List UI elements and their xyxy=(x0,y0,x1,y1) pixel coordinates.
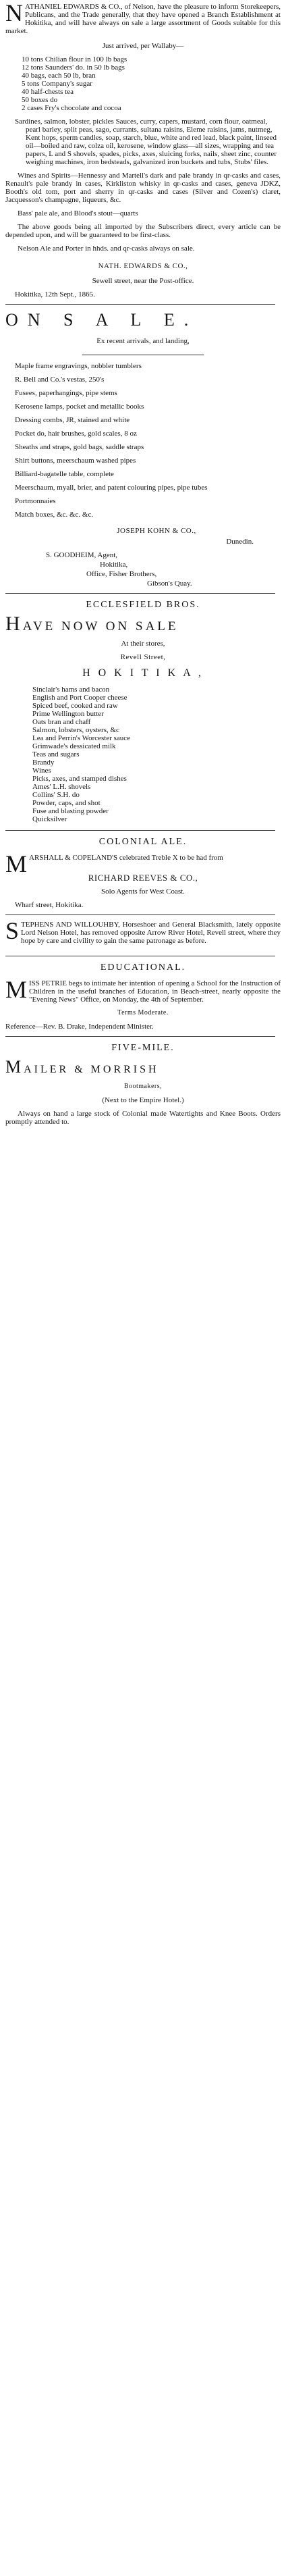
cargo-item: 10 tons Chilian flour in 100 lb bags xyxy=(22,55,127,63)
on-sale-item: Match boxes, &c. &c. &c. xyxy=(15,511,94,519)
ecclesfield-item: Powder, caps, and shot xyxy=(32,799,101,807)
on-sale-item: Dressing combs, JR, stained and white xyxy=(15,416,130,424)
ecclesfield-town: H O K I T I K A , xyxy=(82,667,204,679)
edwards-intro xyxy=(5,0,281,35)
ecclesfield-item: Spiced beef, cooked and raw xyxy=(32,702,118,710)
ecclesfield-item: English and Port Cooper cheese xyxy=(32,694,127,702)
on-sale-item: Fusees, paperhangings, pipe stems xyxy=(15,389,117,397)
colonial-ale-body xyxy=(5,850,281,877)
on-sale-item: Meerschaum, myall, brier, and patent colouring pipes, pipe tubes xyxy=(15,484,208,492)
ecclesfield-item: Picks, axes, and stamped dishes xyxy=(32,775,127,783)
kohn-city: Dunedin. xyxy=(226,538,254,546)
ecclesfield-item: Prime Wellington butter xyxy=(32,710,104,718)
ecclesfield-advertisement xyxy=(5,599,281,823)
educational-title: EDUCATIONAL. xyxy=(100,962,186,973)
ecclesfield-item: Quicksilver xyxy=(32,815,67,823)
educational-advertisement xyxy=(5,962,281,1031)
ecclesfield-headline-text: AVE NOW ON SALE xyxy=(22,619,179,634)
educational-dropcap: M xyxy=(5,976,28,1003)
ecclesfield-stores: At their stores, xyxy=(121,640,165,648)
divider xyxy=(5,304,275,305)
educational-body xyxy=(5,976,281,1004)
on-sale-item: Maple frame engravings, nobbler tumblers xyxy=(15,362,142,370)
colonial-ale-advertisement xyxy=(5,836,281,909)
newspaper-column xyxy=(5,0,281,1126)
ecclesfield-list xyxy=(32,686,281,823)
five-mile-body: Always on hand a large stock of Colonial made Watertights and Knee Boots. Orders promptly attended to. xyxy=(5,1110,281,1126)
on-sale-item: R. Bell and Co.'s vestas, 250's xyxy=(15,376,105,384)
edwards-nelson: Nelson Ale and Porter in hhds. and qr-casks always on sale. xyxy=(18,244,195,253)
kohn-signature: JOSEPH KOHN & CO., xyxy=(117,527,196,535)
ecclesfield-item: Sinclair's hams and bacon xyxy=(32,686,110,694)
on-sale-item: Kerosene lamps, pocket and metallic books xyxy=(15,403,144,411)
ecclesfield-item: Ames' L.H. shovels xyxy=(32,783,91,791)
stephens-advertisement xyxy=(5,917,281,950)
stephens-dropcap: S xyxy=(5,917,20,944)
goodheim-quay: Gibson's Quay. xyxy=(147,579,192,588)
cargo-item: 40 half-chests tea xyxy=(22,88,74,96)
educational-reference: Reference—Rev. B. Drake, Independent Minister. xyxy=(5,1023,154,1031)
edwards-cargo-list xyxy=(22,55,281,112)
ecclesfield-title: ECCLESFIELD BROS. xyxy=(86,600,200,610)
cargo-item: 5 tons Company's sugar xyxy=(22,80,92,88)
edwards-signature: NATH. EDWARDS & CO., xyxy=(98,262,188,270)
stephens-text: TEPHENS AND WILLOUHBY, Horseshoer and General Blacksmith, lately opposite Lord Nelson Hotel, has removed opposite Arrow River Hotel, Revell street, where they hope by care and civility to gain the same patronage as before. xyxy=(21,921,281,945)
ecclesfield-street: Revell Street, xyxy=(120,653,166,661)
on-sale-item: Shirt buttons, meerschaum washed pipes xyxy=(15,457,136,465)
edwards-date: Hokitika, 12th Sept., 1865. xyxy=(15,290,95,299)
on-sale-dropcap: O xyxy=(5,310,28,330)
educational-text: ISS PETRIE begs to intimate her intention of opening a School for the Instruction of Children in the useful branches of Education, in Beach-street, nearly opposite the "Evening News" Office, on Monday, the 4th of September. xyxy=(29,979,281,1004)
colonial-ale-sole: Solo Agents for West Coast. xyxy=(101,887,185,896)
on-sale-item: Pocket do, hair brushes, gold scales, 8 oz xyxy=(15,430,137,438)
goodheim-office: Office, Fisher Brothers, xyxy=(86,570,157,578)
ecclesfield-item: Grimwade's dessicated milk xyxy=(32,742,116,750)
edwards-dropcap: N xyxy=(5,0,23,26)
five-mile-headline xyxy=(5,1057,281,1077)
five-mile-dropcap: M xyxy=(5,1057,24,1077)
ecclesfield-item: Lea and Perrin's Worcester sauce xyxy=(32,734,131,742)
on-sale-item: Billiard-bagatelle table, complete xyxy=(15,470,114,478)
ecclesfield-item: Wines xyxy=(32,767,51,775)
edwards-bass: Bass' pale ale, and Blood's stout—quarts xyxy=(18,209,138,217)
goodheim-agent: S. GOODHEIM, Agent, xyxy=(46,551,118,559)
divider xyxy=(5,830,275,831)
edwards-address: Sewell street, near the Post-office. xyxy=(92,277,194,285)
on-sale-advertisement xyxy=(5,310,281,588)
five-mile-trade: Bootmakers, xyxy=(123,1083,163,1090)
divider xyxy=(5,593,275,594)
on-sale-intro: Ex recent arrivals, and landing, xyxy=(96,337,190,345)
divider xyxy=(5,1036,275,1037)
five-mile-advertisement xyxy=(5,1042,281,1126)
ecclesfield-item: Salmon, lobsters, oysters, &c xyxy=(32,726,119,734)
on-sale-item: Sheaths and straps, gold bags, saddle straps xyxy=(15,443,144,451)
on-sale-heading xyxy=(5,310,281,330)
cargo-item: 2 cases Fry's chocolate and cocoa xyxy=(22,104,121,112)
on-sale-item: Portmonnaies xyxy=(15,497,56,505)
ecclesfield-dropcap: H xyxy=(5,613,23,635)
colonial-ale-dropcap: M xyxy=(5,850,28,877)
edwards-above: The above goods being all imported by the Subscribers direct, every article can be depended upon, and will be guaranteed to be first-class. xyxy=(5,223,281,239)
colonial-ale-wharf: Wharf street, Hokitika. xyxy=(15,901,84,909)
edwards-intro-text: ATHANIEL EDWARDS & CO., of Nelson, have the pleasure to inform Storekeepers, Publicans, and the Trade generally, that they have opened a Branch Establishment at Hokitika, and will have always on sale a large assortment of Goods suitable for this market. xyxy=(5,3,281,35)
on-sale-title: N S A L E. xyxy=(27,310,198,330)
edwards-advertisement xyxy=(5,0,281,299)
goodheim-town: Hokitika, xyxy=(100,561,128,569)
ecclesfield-item: Teas and sugars xyxy=(32,750,80,758)
colonial-ale-text: ARSHALL & COPELAND'S celebrated Treble X to be had from xyxy=(29,854,223,862)
ecclesfield-item: Oats bran and chaff xyxy=(32,718,91,726)
educational-terms: Terms Moderate. xyxy=(117,1009,169,1016)
edwards-goods: Sardines, salmon, lobster, pickles Sauces, curry, capers, mustard, corn flour, oatmeal, pearl barley, split peas, sago, currants, sultana raisins, Eleme raisins, jams, nutmeg, Kent hops, sperm candles, soap, starch, blue, white and red lead, black paint, linseed oil—boiled and raw, colza oil, kerosene, window glass—all sizes, wrapping and tea papers, L and S shovels, spades, picks, axes, sluicing forks, nails, sheet zinc, counter weighing machines, iron bedsteads, galvanized iron buckets and tubs, Stubs' files. xyxy=(15,118,277,166)
ecclesfield-item: Collins' S.H. do xyxy=(32,791,80,799)
stephens-body xyxy=(5,917,281,945)
edwards-wines: Wines and Spirits—Hennessy and Martell's dark and pale brandy in qr-casks and cases, Renault's pale brandy in cases, Kirkliston whisky in qr-casks and cases, geneva JDKZ, Booth's old tom, port and sherry in qr-casks and cases (Silver and Cozen's) claret, Jacquesson's champagne, liqueurs, &c. xyxy=(5,172,281,204)
cargo-item: 40 bags, each 50 lb, bran xyxy=(22,72,96,80)
five-mile-title: FIVE-MILE. xyxy=(111,1043,175,1053)
on-sale-list xyxy=(5,362,281,519)
cargo-item: 12 tons Saunders' do. in 50 lb bags xyxy=(22,63,125,72)
cargo-item: 50 boxes do xyxy=(22,96,58,104)
edwards-arrived: Just arrived, per Wallaby— xyxy=(102,42,184,50)
colonial-ale-agents: RICHARD REEVES & CO., xyxy=(88,873,198,883)
colonial-ale-title: COLONIAL ALE. xyxy=(98,837,188,847)
five-mile-headline-text: AILER & MORRISH xyxy=(24,1064,159,1075)
ecclesfield-item: Brandy xyxy=(32,758,55,767)
ecclesfield-item: Fuse and blasting powder xyxy=(32,807,109,815)
ecclesfield-headline xyxy=(5,613,281,635)
five-mile-next: (Next to the Empire Hotel.) xyxy=(102,1096,184,1104)
